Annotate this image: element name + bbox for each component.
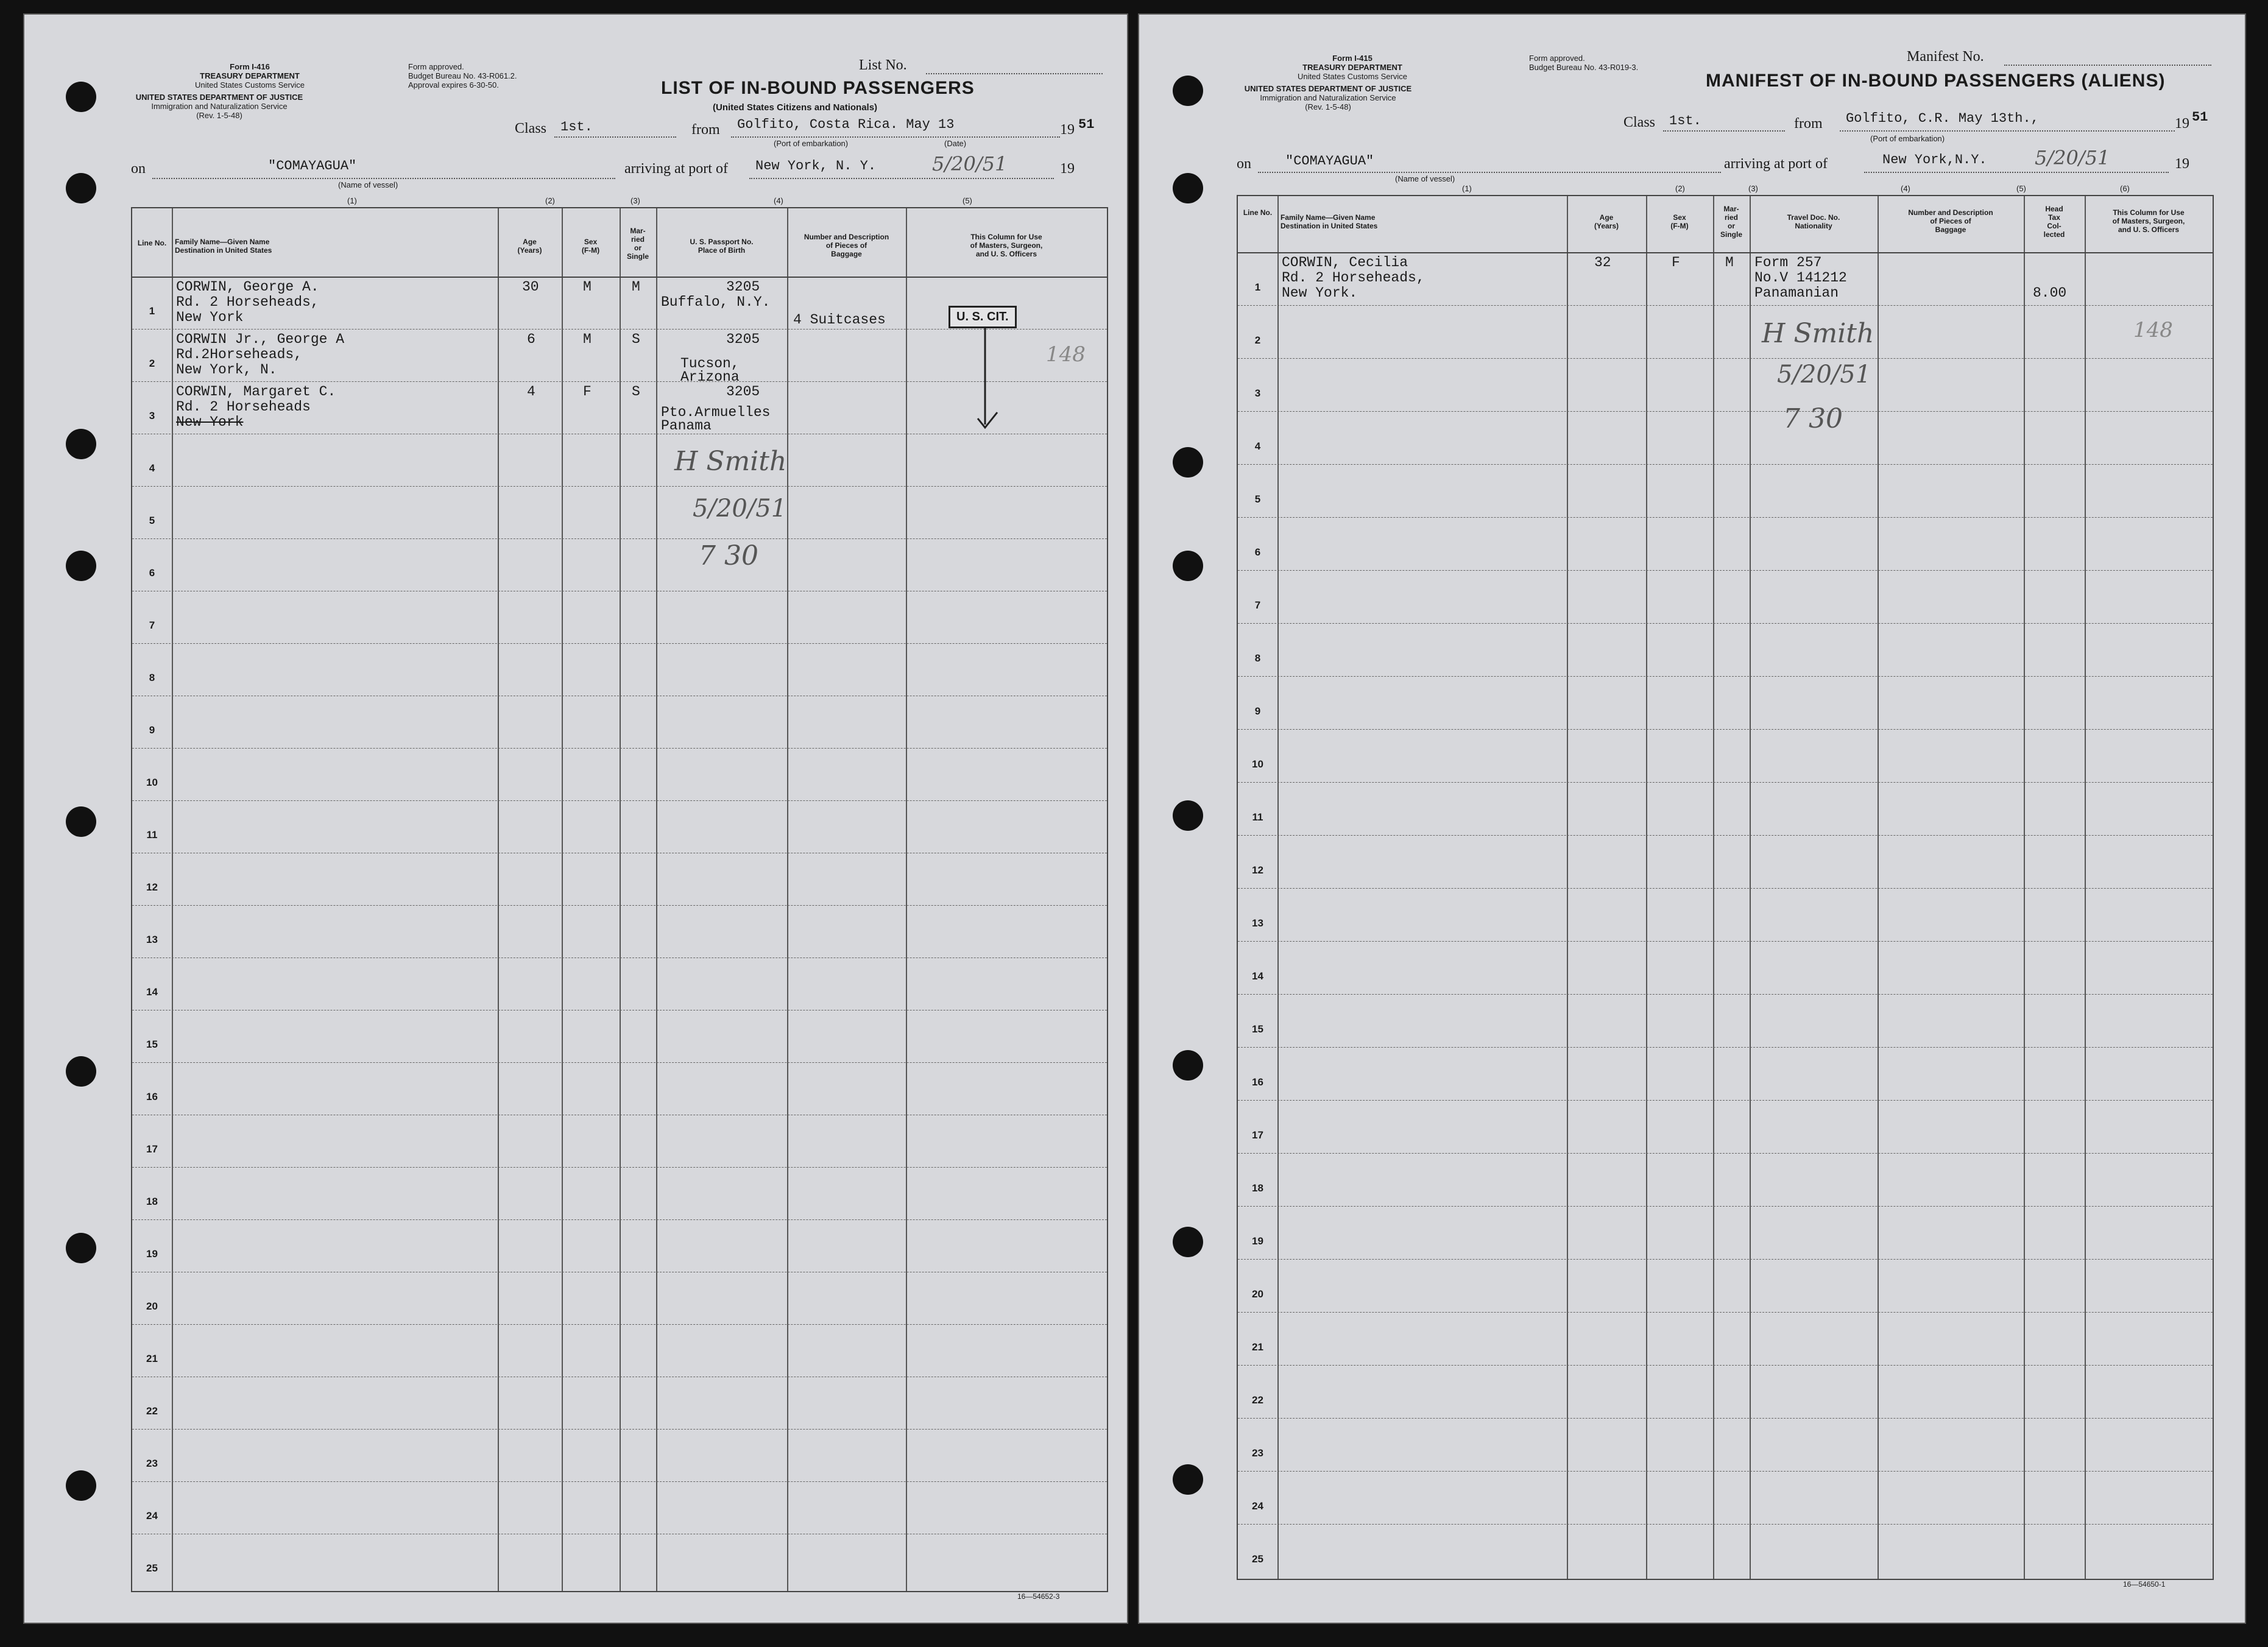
from-value: Golfito, C.R. May 13th., — [1846, 111, 2039, 126]
passenger-2-birthplace: Tucson, — [680, 356, 740, 372]
binder-hole — [1173, 1227, 1203, 1257]
line-number: 21 — [146, 1353, 158, 1365]
arriving-label: arriving at port of — [1724, 156, 1828, 172]
form-approved: Form approved. — [1529, 54, 1585, 63]
header-married: Mar- ried or Single — [1720, 205, 1742, 239]
passenger-2-name: CORWIN Jr., George A — [176, 331, 345, 347]
binder-hole — [1173, 447, 1203, 478]
list-no-label: List No. — [859, 57, 907, 73]
line-number: 11 — [146, 829, 158, 841]
header-baggage: Number and Description of Pieces of Baggage — [804, 233, 889, 258]
alien-1-sex: F — [1672, 255, 1680, 270]
alien-1-address: Rd. 2 Horseheads, — [1282, 270, 1425, 286]
col-number: (1) — [347, 196, 357, 205]
line-number: 9 — [1254, 705, 1261, 717]
line-number: 8 — [149, 672, 155, 684]
ins-service: Immigration and Naturalization Service — [1260, 93, 1396, 102]
header-age: Age (Years) — [1594, 213, 1619, 230]
budget-bureau: Budget Bureau No. 43-R019-3. — [1529, 63, 1639, 72]
year-suffix: 19 — [2175, 156, 2189, 172]
line-number: 3 — [1254, 387, 1261, 399]
row-divider — [1238, 464, 2213, 465]
line-number: 7 — [1254, 599, 1261, 611]
header-head-tax: Head Tax Col- lected — [2043, 205, 2065, 239]
header-sex: Sex (F-M) — [1670, 213, 1689, 230]
page-subtitle: (United States Citizens and Nationals) — [713, 102, 878, 113]
col-number: (1) — [1462, 184, 1472, 193]
row-divider — [1238, 1259, 2213, 1260]
line-number: 25 — [146, 1562, 158, 1575]
passenger-2-marital: S — [632, 331, 640, 347]
row-divider — [132, 748, 1107, 749]
col-number: (2) — [1675, 184, 1685, 193]
line-number: 1 — [149, 305, 155, 317]
alien-1-head-tax: 8.00 — [2033, 285, 2067, 301]
from-label: from — [1794, 116, 1823, 132]
row-divider — [132, 643, 1107, 644]
line-number: 9 — [149, 724, 155, 736]
department: TREASURY DEPARTMENT — [200, 71, 300, 80]
header-name: Family Name—Given Name Destination in United States — [1281, 213, 1378, 230]
page-title: MANIFEST OF IN-BOUND PASSENGERS (ALIENS) — [1706, 71, 2166, 91]
row-divider — [132, 800, 1107, 801]
col-number: (5) — [2016, 184, 2026, 193]
year-value: 51 — [2192, 110, 2208, 125]
vessel-caption: (Name of vessel) — [1395, 174, 1455, 183]
line-number: 5 — [1254, 493, 1261, 505]
inspector-signature: H Smith — [1762, 318, 1874, 349]
row-divider — [132, 1167, 1107, 1168]
row-divider — [132, 538, 1107, 539]
line-number: 17 — [146, 1143, 158, 1155]
row-divider — [132, 1429, 1107, 1430]
line-number: 22 — [146, 1405, 158, 1417]
row-divider — [1238, 1153, 2213, 1154]
justice-dept: UNITED STATES DEPARTMENT OF JUSTICE — [135, 93, 303, 102]
form-number: Form I-415 — [1332, 54, 1372, 63]
binder-hole — [1173, 1050, 1203, 1081]
row-divider — [1238, 517, 2213, 518]
col-number: (3) — [1748, 184, 1758, 193]
row-divider — [1238, 782, 2213, 783]
from-value: Golfito, Costa Rica. May 13 — [737, 117, 955, 132]
alien-1-marital: M — [1725, 255, 1734, 270]
justice-dept: UNITED STATES DEPARTMENT OF JUSTICE — [1244, 84, 1412, 93]
alien-manifest-page — [1138, 13, 2246, 1624]
passenger-3-marital: S — [632, 384, 640, 400]
row-divider — [1238, 1524, 2213, 1525]
on-label: on — [1237, 156, 1251, 172]
line-number: 21 — [1252, 1341, 1263, 1353]
alien-1-name: CORWIN, Cecilia — [1282, 255, 1408, 270]
form-approved: Form approved. — [408, 62, 464, 71]
budget-bureau: Budget Bureau No. 43-R061.2. — [408, 71, 517, 80]
header-sex: Sex (F-M) — [581, 238, 600, 255]
alien-1-travel-doc: Form 257 — [1754, 255, 1822, 270]
passenger-1-passport: 3205 — [726, 279, 760, 295]
header-travel-doc: Travel Doc. No. Nationality — [1787, 213, 1840, 230]
class-value: 1st. — [560, 119, 593, 135]
row-divider — [1238, 623, 2213, 624]
line-number: 1 — [1254, 281, 1261, 293]
col-number: (4) — [774, 196, 783, 205]
row-divider — [132, 1324, 1107, 1325]
class-label: Class — [515, 121, 547, 136]
pencil-note: 148 — [1046, 342, 1086, 367]
line-number: 12 — [146, 881, 158, 894]
row-divider — [1238, 411, 2213, 412]
header-name: Family Name—Given Name Destination in United States — [175, 238, 272, 255]
line-number: 8 — [1254, 652, 1261, 664]
line-number: 2 — [1254, 334, 1261, 346]
alien-1-city: New York. — [1282, 285, 1358, 301]
header-age: Age (Years) — [517, 238, 542, 255]
row-divider — [1238, 676, 2213, 677]
alien-1-age: 32 — [1594, 255, 1611, 270]
arrival-date-handwritten: 5/20/51 — [2035, 146, 2110, 169]
row-divider — [132, 1481, 1107, 1482]
passenger-list-page — [23, 13, 1128, 1624]
manifest-no-label: Manifest No. — [1907, 49, 1984, 65]
form-revision: (Rev. 1-5-48) — [1305, 102, 1351, 111]
inspection-date: 5/20/51 — [1777, 361, 1871, 389]
binder-hole — [1173, 551, 1203, 581]
print-code: 16—54652-3 — [1017, 1592, 1060, 1601]
row-divider — [1238, 1206, 2213, 1207]
binder-hole — [66, 1056, 96, 1087]
passenger-3-age: 4 — [527, 384, 535, 400]
passenger-2-address: Rd.2Horseheads, — [176, 347, 303, 362]
row-divider — [132, 486, 1107, 487]
date-caption: (Date) — [944, 139, 967, 148]
port-caption: (Port of embarkation) — [774, 139, 849, 148]
line-number: 19 — [146, 1248, 158, 1260]
print-code: 16—54650-1 — [2123, 1580, 2166, 1589]
class-label: Class — [1623, 115, 1656, 130]
year-suffix: 19 — [1060, 161, 1075, 177]
line-number: 6 — [149, 567, 155, 579]
line-number: 25 — [1252, 1553, 1263, 1565]
line-number: 10 — [1252, 758, 1263, 770]
line-number: 5 — [149, 515, 155, 527]
passenger-2-age: 6 — [527, 331, 535, 347]
row-divider — [1238, 358, 2213, 359]
binder-hole — [1173, 76, 1203, 106]
class-value: 1st. — [1669, 113, 1701, 129]
row-divider — [132, 1062, 1107, 1063]
binder-hole — [66, 173, 96, 203]
arriving-value: New York, N. Y. — [755, 158, 877, 174]
on-label: on — [131, 161, 146, 177]
passenger-1-sex: M — [583, 279, 592, 295]
header-baggage: Number and Description of Pieces of Baggage — [1908, 208, 1993, 234]
ins-service: Immigration and Naturalization Service — [151, 102, 288, 111]
row-divider — [1238, 1312, 2213, 1313]
passenger-2-birthplace-state: Arizona — [680, 369, 740, 385]
header-passport: U. S. Passport No. Place of Birth — [690, 238, 754, 255]
vessel-caption: (Name of vessel) — [338, 180, 398, 189]
service: United States Customs Service — [195, 80, 305, 90]
inspection-time: 7 30 — [699, 540, 758, 571]
passenger-3-passport: 3205 — [726, 384, 760, 400]
pencil-note: 148 — [2133, 318, 2173, 342]
passenger-table — [131, 207, 1108, 1592]
form-number: Form I-416 — [230, 62, 270, 71]
line-number: 14 — [1252, 970, 1263, 982]
line-number: 11 — [1252, 811, 1263, 823]
passenger-1-address: Rd. 2 Horseheads, — [176, 294, 319, 310]
row-divider — [1238, 1418, 2213, 1419]
passenger-3-city: New York — [176, 414, 244, 430]
form-revision: (Rev. 1-5-48) — [196, 111, 242, 120]
col-number: (4) — [1901, 184, 1910, 193]
binder-hole — [1173, 800, 1203, 831]
inspection-time: 7 30 — [1783, 403, 1843, 434]
passenger-1-marital: M — [632, 279, 640, 295]
passenger-2-city: New York, N. — [176, 362, 277, 378]
line-number: 16 — [1252, 1076, 1263, 1088]
manifest-table — [1237, 195, 2214, 1580]
passenger-1-baggage: 4 Suitcases — [793, 312, 886, 328]
row-divider — [1238, 570, 2213, 571]
passenger-1-name: CORWIN, George A. — [176, 279, 319, 295]
line-number: 23 — [1252, 1447, 1263, 1459]
passenger-3-sex: F — [583, 384, 592, 400]
header-officers: This Column for Use of Masters, Surgeon, and U. S. Officers — [970, 233, 1043, 258]
year-prefix: 19 — [1060, 122, 1075, 138]
line-number: 14 — [146, 986, 158, 998]
line-number: 15 — [1252, 1023, 1263, 1035]
us-citizen-stamp: U. S. CIT. — [949, 306, 1017, 328]
binder-hole — [66, 429, 96, 459]
approval-expiry: Approval expires 6-30-50. — [408, 80, 499, 90]
vessel-name: "COMAYAGUA" — [268, 158, 357, 174]
header-officers: This Column for Use of Masters, Surgeon, and U. S. Officers — [2112, 208, 2185, 234]
binder-hole — [66, 806, 96, 837]
stamp-arrow-icon — [967, 327, 1003, 431]
passenger-1-age: 30 — [522, 279, 539, 295]
row-divider — [132, 1219, 1107, 1220]
passenger-3-name: CORWIN, Margaret C. — [176, 384, 336, 400]
binder-hole — [66, 1233, 96, 1263]
line-number: 6 — [1254, 546, 1261, 558]
header-line: Line No. — [137, 239, 167, 247]
passenger-1-birthplace: Buffalo, N.Y. — [661, 294, 771, 310]
line-number: 15 — [146, 1039, 158, 1051]
row-divider — [132, 329, 1107, 330]
header-married: Mar- ried or Single — [626, 227, 649, 261]
from-label: from — [691, 122, 720, 138]
service: United States Customs Service — [1298, 72, 1407, 81]
line-number: 4 — [149, 462, 155, 474]
inspection-date: 5/20/51 — [693, 495, 787, 523]
row-divider — [132, 905, 1107, 906]
line-number: 18 — [146, 1196, 158, 1208]
col-number: (2) — [545, 196, 555, 205]
line-number: 24 — [1252, 1500, 1263, 1512]
row-divider — [1238, 1100, 2213, 1101]
year-prefix: 19 — [2175, 116, 2189, 132]
row-divider — [1238, 1471, 2213, 1472]
binder-hole — [1173, 1464, 1203, 1495]
inspector-signature: H Smith — [674, 446, 787, 477]
alien-1-doc-number: No.V 141212 — [1754, 270, 1847, 286]
line-number: 13 — [1252, 917, 1263, 929]
line-number: 19 — [1252, 1235, 1263, 1247]
line-number: 23 — [146, 1458, 158, 1470]
page-title: LIST OF IN-BOUND PASSENGERS — [661, 78, 975, 98]
header-line: Line No. — [1243, 208, 1273, 217]
line-number: 18 — [1252, 1182, 1263, 1194]
passenger-2-passport: 3205 — [726, 331, 760, 347]
arrival-date-handwritten: 5/20/51 — [932, 152, 1008, 175]
binder-hole — [66, 82, 96, 112]
line-number: 17 — [1252, 1129, 1263, 1141]
binder-hole — [66, 1470, 96, 1501]
passenger-3-address: Rd. 2 Horseheads — [176, 399, 311, 415]
passenger-2-sex: M — [583, 331, 592, 347]
col-number: (3) — [631, 196, 640, 205]
line-number: 16 — [146, 1091, 158, 1103]
line-number: 3 — [149, 410, 155, 422]
passenger-1-city: New York — [176, 309, 244, 325]
department: TREASURY DEPARTMENT — [1302, 63, 1402, 72]
binder-hole — [1173, 173, 1203, 203]
line-number: 20 — [1252, 1288, 1263, 1300]
row-divider — [1238, 1047, 2213, 1048]
passenger-3-birthplace: Pto.Armuelles — [661, 404, 771, 420]
arriving-value: New York,N.Y. — [1882, 152, 1987, 168]
line-number: 22 — [1252, 1394, 1263, 1406]
line-number: 10 — [146, 777, 158, 789]
row-divider — [1238, 888, 2213, 889]
col-number: (5) — [963, 196, 972, 205]
row-divider — [1238, 941, 2213, 942]
year-value: 51 — [1078, 117, 1095, 132]
line-number: 24 — [146, 1510, 158, 1522]
col-number: (6) — [2120, 184, 2130, 193]
vessel-name: "COMAYAGUA" — [1285, 153, 1374, 169]
alien-1-nationality: Panamanian — [1754, 285, 1839, 301]
arriving-label: arriving at port of — [624, 161, 728, 177]
row-divider — [1238, 835, 2213, 836]
row-divider — [132, 381, 1107, 382]
port-caption: (Port of embarkation) — [1870, 134, 1945, 143]
row-divider — [1238, 994, 2213, 995]
line-number: 20 — [146, 1300, 158, 1313]
row-divider — [1238, 305, 2213, 306]
line-number: 12 — [1252, 864, 1263, 876]
line-number: 7 — [149, 619, 155, 632]
passenger-3-birthplace-country: Panama — [661, 418, 712, 434]
row-divider — [1238, 1365, 2213, 1366]
line-number: 4 — [1254, 440, 1261, 452]
binder-hole — [66, 551, 96, 581]
line-number: 2 — [149, 358, 155, 370]
line-number: 13 — [146, 934, 158, 946]
row-divider — [1238, 729, 2213, 730]
